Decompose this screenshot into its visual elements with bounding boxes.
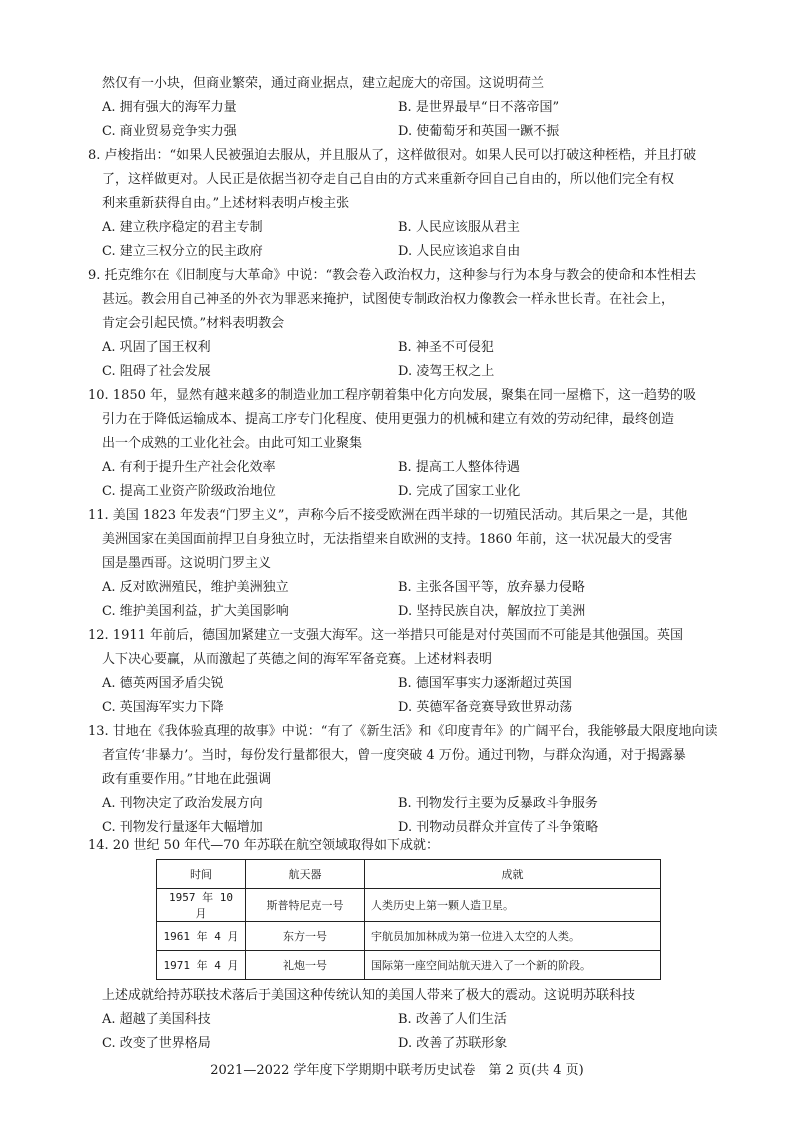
cell-spacecraft: 东方一号 (246, 922, 365, 951)
cell-achievement: 宇航员加加林成为第一位进入太空的人类。 (365, 922, 661, 951)
q10-option-d: D. 完成了国家工业化 (398, 484, 521, 499)
question-8-line-1: 8. 卢梭指出：“如果人民被强迫去服从，并且服从了，这样做很对。如果人民可以打破这种桎梏，并且打破 (88, 148, 697, 163)
question-9-line-2: 甚远。教会用自己神圣的外衣为罪恶来掩护，试图使专制政治权力像教会一样永世长青。在社会上， (102, 292, 675, 307)
question-14-line-1: 14. 20 世纪 50 年代—70 年苏联在航空领域取得如下成就： (88, 838, 439, 853)
cell-time: 1971 年 4 月 (157, 951, 246, 980)
column-header-time: 时间 (157, 860, 246, 889)
question-14-line-2: 上述成就给持苏联技术落后于美国这种传统认知的美国人带来了极大的震动。这说明苏联科技 (102, 988, 636, 1003)
column-header-achievement: 成就 (365, 860, 661, 889)
question-8-line-2: 了，这样做更对。人民正是依据当初夺走自己自由的方式来重新夺回自己自由的，所以他们完全有权 (102, 172, 675, 187)
question-10-line-2: 引力在于降低运输成本、提高工序专门化程度、使用更强力的机械和建立有效的劳动纪律，最终创造 (102, 412, 675, 427)
q12-option-a: A. 德英两国矛盾尖锐 (102, 676, 224, 691)
question-10-line-3: 出一个成熟的工业化社会。由此可知工业聚集 (102, 436, 363, 451)
q11-option-c: C. 维护美国利益，扩大美国影响 (102, 604, 289, 619)
page-footer: 2021—2022 学年度下学期期中联考历史试卷 第 2 页(共 4 页) (210, 1063, 584, 1078)
q9-option-b: B. 神圣不可侵犯 (398, 340, 494, 355)
question-9-line-1: 9. 托克维尔在《旧制度与大革命》中说：“教会卷入政治权力，这种参与行为本身与教会的使命和本性相去 (88, 268, 697, 283)
q14-option-c: C. 改变了世界格局 (102, 1036, 211, 1051)
q10-option-c: C. 提高工业资产阶级政治地位 (102, 484, 276, 499)
cell-spacecraft: 斯普特尼克一号 (246, 889, 365, 922)
q10-option-b: B. 提高工人整体待遇 (398, 460, 520, 475)
q14-option-b: B. 改善了人们生活 (398, 1012, 507, 1027)
q11-option-b: B. 主张各国平等，放弃暴力侵略 (398, 580, 585, 595)
q7-option-a: A. 拥有强大的海军力量 (102, 100, 237, 115)
table-row (157, 922, 661, 951)
cell-time: 1957 年 10 月 (157, 889, 246, 922)
q9-option-a: A. 巩固了国王权利 (102, 340, 211, 355)
q12-option-c: C. 英国海军实力下降 (102, 700, 224, 715)
question-7-text: 然仅有一小块，但商业繁荣，通过商业据点，建立起庞大的帝国。这说明荷兰 (102, 76, 545, 91)
q7-option-b: B. 是世界最早“日不落帝国” (398, 100, 560, 115)
column-header-spacecraft: 航天器 (246, 860, 365, 889)
q8-option-a: A. 建立秩序稳定的君主专制 (102, 220, 263, 235)
q13-option-a: A. 刊物决定了政治发展方向 (102, 796, 263, 811)
question-12-line-2: 人下决心要赢，从而激起了英德之间的海军军备竞赛。上述材料表明 (102, 652, 493, 667)
table-header-row (157, 860, 661, 889)
question-13-line-3: 政有重要作用。”甘地在此强调 (102, 772, 272, 787)
cell-achievement: 人类历史上第一颗人造卫星。 (365, 889, 661, 922)
q14-option-a: A. 超越了美国科技 (102, 1012, 211, 1027)
q9-option-c: C. 阻碍了社会发展 (102, 364, 211, 379)
cell-spacecraft: 礼炮一号 (246, 951, 365, 980)
achievements-table (156, 859, 661, 980)
question-9-line-3: 肯定会引起民愤。”材料表明教会 (102, 316, 285, 331)
question-11-line-3: 国是墨西哥。这说明门罗主义 (102, 556, 272, 571)
cell-time: 1961 年 4 月 (157, 922, 246, 951)
q12-option-b: B. 德国军事实力逐渐超过英国 (398, 676, 572, 691)
table-row (157, 951, 661, 980)
question-13-line-1: 13. 甘地在《我体验真理的故事》中说：“有了《新生活》和《印度青年》的广阔平台，我能够最大限度地向读 (88, 724, 718, 739)
q12-option-d: D. 英德军备竞赛导致世界动荡 (398, 700, 573, 715)
q10-option-a: A. 有利于提升生产社会化效率 (102, 460, 276, 475)
q13-option-b: B. 刊物发行主要为反暴政斗争服务 (398, 796, 598, 811)
q13-option-c: C. 刊物发行量逐年大幅增加 (102, 820, 263, 835)
q11-option-a: A. 反对欧洲殖民，维护美洲独立 (102, 580, 289, 595)
q14-option-d: D. 改善了苏联形象 (398, 1036, 508, 1051)
table-row (157, 889, 661, 922)
q9-option-d: D. 凌驾王权之上 (398, 364, 495, 379)
q8-option-d: D. 人民应该追求自由 (398, 244, 521, 259)
question-11-line-1: 11. 美国 1823 年发表“门罗主义”，声称今后不接受欧洲在西半球的一切殖民活动。其后果之一是，其他 (88, 508, 688, 523)
question-13-line-2: 者宣传‘非暴力’。当时，每份发行量都很大，曾一度突破 4 万份。通过刊物，与群众沟通，对于揭露暴 (102, 748, 686, 763)
q11-option-d: D. 坚持民族自决，解放拉丁美洲 (398, 604, 586, 619)
q8-option-b: B. 人民应该服从君主 (398, 220, 520, 235)
question-11-line-2: 美洲国家在美国面前捍卫自身独立时，无法指望来自欧洲的支持。1860 年前，这一状况最大的受害 (102, 532, 673, 547)
question-8-line-3: 利来重新获得自由。”上述材料表明卢梭主张 (102, 196, 350, 211)
q8-option-c: C. 建立三权分立的民主政府 (102, 244, 263, 259)
q7-option-d: D. 使葡萄牙和英国一蹶不振 (398, 124, 560, 139)
q7-option-c: C. 商业贸易竞争实力强 (102, 124, 237, 139)
question-10-line-1: 10. 1850 年，显然有越来越多的制造业加工程序朝着集中化方向发展，聚集在同一屋檐下，这一趋势的吸 (88, 388, 697, 403)
q13-option-d: D. 刊物动员群众并宣传了斗争策略 (398, 820, 599, 835)
question-12-line-1: 12. 1911 年前后，德国加紧建立一支强大海军。这一举措只可能是对付英国而不可能是其他强国。英国 (88, 628, 684, 643)
cell-achievement: 国际第一座空间站航天进入了一个新的阶段。 (365, 951, 661, 980)
